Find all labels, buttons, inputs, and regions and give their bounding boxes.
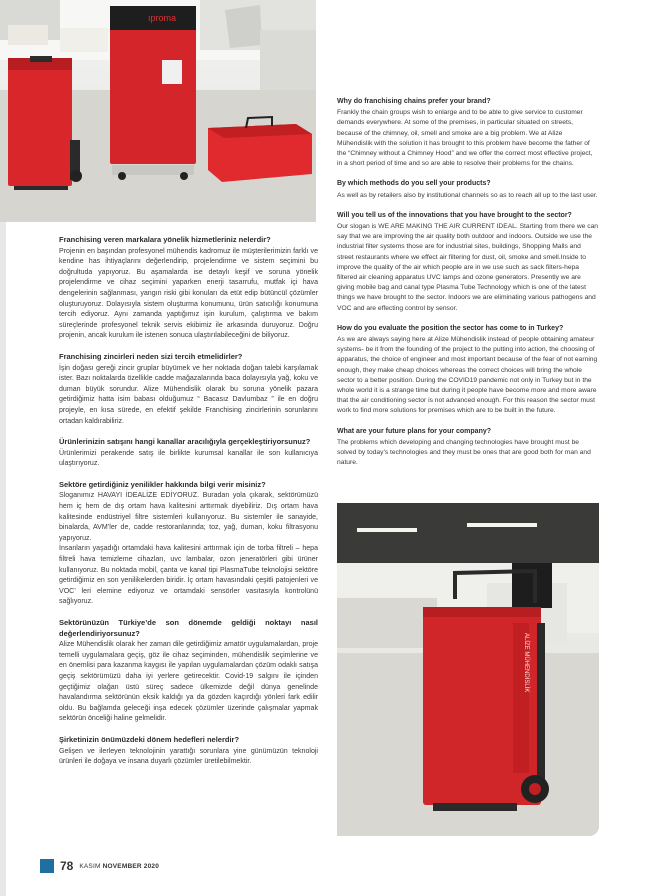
answer-text: İşin doğası gereği zincir gruplar büyümek ve her noktada doğan talebi karşılamak ister. Bazı noktalarda özellikle cadde mağazalarında baca dolayısıyla yağ, koku ve duman büyük sorundur. Alize Mühendislik olarak bu soruna yönelik pazara getirdiğimiz hatta isim babası olduğumuz “ Bacasız Davlumbaz ” ile en doğru projeyle, en kısa sürede, en efektif şekilde Franchising zincirlerinin sorunlarını ortadan kaldırabiliriz.: [59, 364, 318, 425]
question-heading: How do you evaluate the position the sector has come to in Turkey?: [337, 324, 564, 332]
question-heading: Sektöre getirdiğiniz yenilikler hakkında bilgi verir misiniz?: [59, 479, 266, 489]
english-column: [337, 97, 599, 479]
question-heading: By which methods do you sell your products?: [337, 180, 491, 188]
answer-text: As well as by retailers also by institutional channels so as to reach all up to the last user.: [337, 191, 598, 199]
question-heading: Ürünlerinizin satışını hangi kanallar aracılığıyla gerçekleştiriyorsunuz?: [59, 437, 311, 447]
answer-text: Sloganımız HAVAYI İDEALİZE EDİYORUZ. Buradan yola çıkarak, sektörümüzü hem iç hem de dış ortam hava kalitesini arttırmak diyebiliriz. Dış ortam hava kalitesinde endüstriyel filtre sistemleri kullanıyoruz. Bu sistemler ile sanayide, binalarda, AVM’ler de, cadde restoranlarında; toz, yağ, duman, koku filtrasyonu yapıyoruz.: [59, 492, 318, 542]
bottom-photo-illustration: [337, 503, 599, 836]
issue-month-en: NOVEMBER 2020: [102, 862, 160, 870]
qa-section: [59, 735, 318, 768]
question-heading: Why do franchising chains prefer your brand?: [337, 98, 491, 105]
page-footer: [40, 858, 159, 874]
question-heading: Franchising veren markalara yönelik hizmetleriniz nelerdir?: [59, 235, 271, 244]
page-number: 78: [60, 859, 74, 873]
question-heading: Franchising zincirleri neden sizi tercih etmelidirler?: [59, 351, 243, 361]
question-heading: What are your future plans for your company?: [337, 427, 492, 435]
bottom-photo: [337, 503, 599, 836]
qa-section: [59, 480, 318, 608]
qa-section: [337, 427, 599, 469]
qa-section: [59, 352, 318, 427]
answer-text: As we are always saying here at Alize Mühendislik instead of people obtaining amateur systems- be it from the founding of the project to the putting into action, the choosing of apparatus, the choice of engineer and most important because of the fear of not earning enough, they make cheap choices whereas the correct choices will bring the whole sector to a better position. During the COVID19 pandemic not only in Turkey but in the whole world it is a strange time but during it people have become more and more aware that the air conditioning sector is not advanced enough. For this reason the sector must work to find more solutions for premises which are to be built in the future.: [337, 336, 598, 415]
top-photo: [0, 0, 316, 222]
answer-text: Frankly the chain groups wish to enlarge and to be able to give service to customer demands everywhere. At some of the premises, in particular situated on streets, because of the chimney, oil, smell and smoke are a big problem. We at Alize Mühendislik with the solution it has brought to this problem have become the father of the “Chimney without a Chimney Hood” and we offer the correct most effective project, in a short period of time and so are able to resolve their problems for the chains.: [337, 109, 593, 168]
answer-text: Alize Mühendislik olarak her zaman dile getirdiğimiz amatör uygulamalardan, proje temelli uygulamalara geçiş, göz ile cihaz seçiminden, mühendislik seçimlerine ve en önemlisi para kazanma kaygısı ile yapılan uygulamalardan çözüm odaklı satışa geçiş sektörümüzü daha iyi yerlere getirecektir. Covid-19 salgını ile içinden geçtiğimiz olağan üstü süreç sadece ülkemizde değil dünya genelinde havalandırma sektörünün eksik kaldığı ya da gözden kaçırdığı yönleri fark edilir oldu. Bu bağlamda geleceği inşa edecek çözümler üzerinde çalışmalar yapmak sektörün önceliği haline gelmelidir.: [59, 641, 318, 723]
answer-text: The problems which developing and changing technologies have brought must be solved by today’s technologies and they must be ones that are good both for man and nature.: [337, 438, 591, 467]
qa-section: [337, 97, 599, 169]
bottom-photo-brand: ALİZE MÜHENDİSLİK: [523, 633, 529, 693]
top-photo-brand: ıproma: [148, 13, 177, 23]
answer-text: Projenin en başından profesyonel mühendis kadromuz ile müşterilerimizin farklı ve kendine has ihtiyaçlarını değerlendirip, projelendirme ve sistem seçimini bu doğrultuda yapıyoruz. Bu aşamalarda ise detaylı keşif ve soruna yönelik projelendirme ve cihaz seçimini yaparken enerji tasarrufu, mutfak içi hava dengelerinin sağlanması, yangın riski gibi konuları da etüt edip bütüncül çözümler oluşturuyoruz. Dolayısıyla sistem oluşturma konumunu, ürün satıcılığı konumuna tercih ediyoruz. Aynı zamanda yaptığımız işin kurulum, çalıştırma ve bakım süreçlerinde profesyonel teknik servis ekibimiz ile arkasında duruyoruz. Doğru projenin, ancak kurulum ile istenen sonuca ulaştırılabileceğini de biliyoruz.: [59, 247, 318, 340]
top-photo-illustration: [0, 0, 316, 222]
qa-section: [337, 179, 599, 200]
answer-text: Gelişen ve ilerleyen teknolojinin yarattığı sorunlara yine günümüzün teknoloji ürünleri ile doğaya ve insana duyarlı çözümler üretilebilmektir.: [59, 747, 318, 766]
turkish-column: [59, 235, 318, 778]
page-number-marker: [40, 859, 54, 873]
answer-text: Ürünlerimizi perakende satış ile birlikte kurumsal kanallar ile son kullanıcıya ulaştırıyoruz.: [59, 449, 318, 468]
qa-section: [337, 324, 599, 417]
qa-section: [337, 211, 599, 314]
issue-month-tr: KASIM: [79, 862, 101, 870]
qa-section: [59, 235, 318, 342]
question-heading: Sektörünüzün Türkiye’de son dönemde geldiği noktayı nasıl değerlendiriyorsunuz?: [59, 618, 318, 638]
issue-date: [79, 863, 159, 870]
answer-text-continued: İnsanların yaşadığı ortamdaki hava kalitesini arttırmak için de torba filtreli – hepa filtreli hava temizleme cihazları, uvc lambalar, ozon jeneratörleri gibi ürüner kullanıyoruz. Bu noktada mobil, çanta ve kanal tipi PlasmaTube teknolojisi sektöre getirdiğimiz en son yenilikelerden biridir. İç ortam havasındaki çeşitli patojenleri ve VOC’ leri elemine ediyoruz ve ortamdaki sensörler vasıtasıyla kontrolünü sağlıyoruz.: [59, 545, 318, 606]
qa-section: [59, 618, 318, 725]
qa-section: [59, 437, 318, 470]
question-heading: Will you tell us of the innovations that you have brought to the sector?: [337, 211, 572, 219]
answer-text: Our slogan is WE ARE MAKING THE AIR CURRENT IDEAL. Starting from there we can say that we are improving the air quality both outdoor and indoors. Outside we use the industrial filter systems those are for industrial sites, buildings, Shopping Malls and street restaurants where we effect air filtering for dust, oil, smoke and smell.Inside to improve the quality of the air which people are in we use such as sack filters-hepa filtered air cleaning apparatus UVC lamps and ozone generators. Presently we are giving mobile bag and canal type Plasma Tube Technology which is one of the latest things we have brought to the sector. Indoors we are eliminating various pathogens and VOC and are effecting control by sensor.: [337, 223, 599, 312]
question-heading: Şirketinizin önümüzdeki dönem hedefleri nelerdir?: [59, 734, 240, 744]
